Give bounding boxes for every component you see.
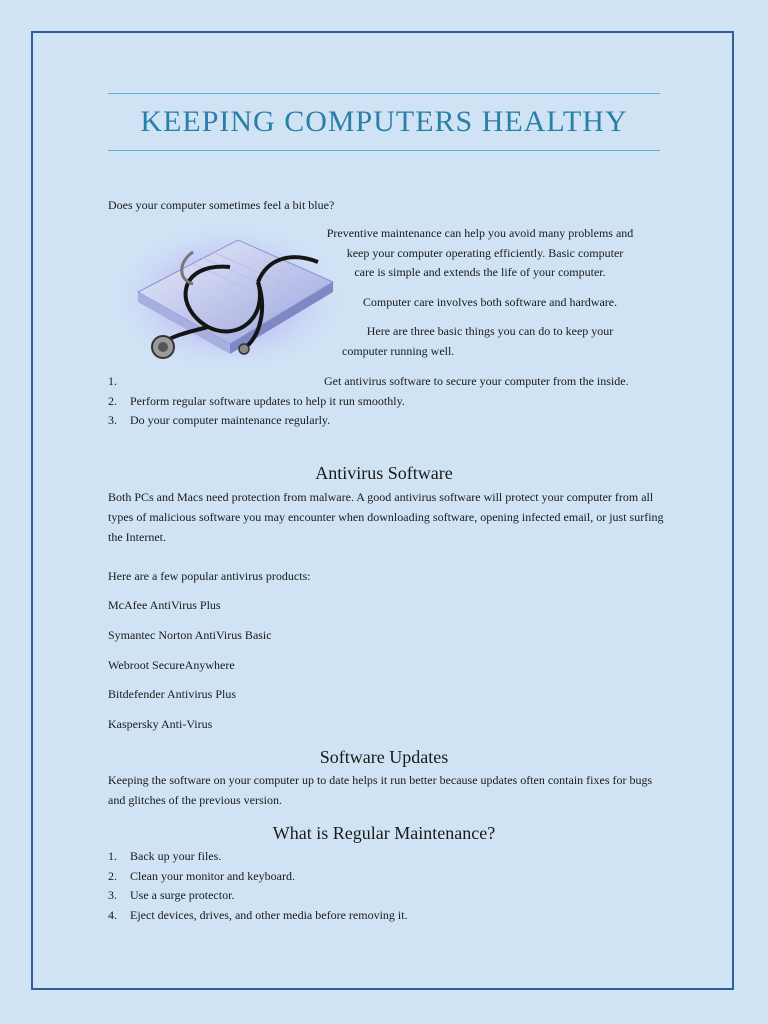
three-things-line: computer running well.: [342, 343, 455, 358]
basic-steps-list: [108, 372, 660, 431]
list-item: Webroot SecureAnywhere: [108, 657, 235, 672]
list-number: 2.: [108, 868, 117, 883]
antivirus-products-list: [108, 595, 272, 744]
title-banner: [108, 93, 660, 151]
list-item: [108, 886, 408, 906]
list-item: [108, 847, 408, 867]
updates-paragraph: Keeping the software on your computer up to date helps it run better because updates often contain fixes for bugs and glitches of the previous version.: [108, 773, 653, 807]
intro-text-block: [300, 224, 660, 361]
list-item: McAfee AntiVirus Plus: [108, 598, 221, 612]
list-number: 3.: [108, 888, 117, 902]
updates-heading: Software Updates: [319, 747, 449, 767]
list-number: 2.: [108, 393, 117, 408]
list-item: [108, 906, 408, 926]
products-intro: Here are a few popular antivirus products:: [108, 569, 311, 583]
list-text: Back up your files.: [130, 849, 222, 863]
list-item: Kaspersky Anti-Virus: [108, 717, 213, 732]
antivirus-paragraph: Both PCs and Macs need protection from malware. A good antivirus software will protect your computer from all types of malicious software you may encounter when downloading software, opening infected email, or just surfing the Internet.: [108, 490, 664, 544]
maintenance-heading: What is Regular Maintenance?: [272, 823, 496, 843]
list-number: 1.: [108, 374, 117, 388]
care-line: Computer care involves both software and hardware.: [362, 294, 618, 309]
list-number: 4.: [108, 907, 117, 922]
intro-line: keep your computer operating efficiently. Basic computer: [346, 245, 624, 260]
list-item: [108, 392, 660, 412]
list-text: Get antivirus software to secure your computer from the inside.: [324, 374, 629, 388]
list-text: Clean your monitor and keyboard.: [130, 868, 295, 883]
intro-question: Does your computer sometimes feel a bit blue?: [108, 198, 335, 212]
three-things-line: Here are three basic things you can do to keep your: [366, 324, 614, 338]
list-text: Use a surge protector.: [130, 888, 235, 902]
list-item: Bitdefender Antivirus Plus: [108, 687, 236, 702]
list-item: [108, 867, 408, 887]
list-item: [108, 411, 660, 431]
antivirus-heading: Antivirus Software: [315, 463, 453, 483]
list-number: 1.: [108, 849, 117, 863]
list-item: [108, 372, 660, 392]
list-text: Perform regular software updates to help it run smoothly.: [130, 393, 405, 408]
intro-line: Preventive maintenance can help you avoid many problems and: [326, 226, 634, 240]
page-title: KEEPING COMPUTERS HEALTHY: [140, 105, 628, 138]
list-text: Eject devices, drives, and other media before removing it.: [130, 907, 408, 922]
intro-line: care is simple and extends the life of your computer.: [354, 265, 606, 279]
list-text: Do your computer maintenance regularly.: [130, 413, 331, 427]
list-number: 3.: [108, 413, 117, 427]
maintenance-list: [108, 847, 408, 925]
list-item: Symantec Norton AntiVirus Basic: [108, 627, 272, 642]
